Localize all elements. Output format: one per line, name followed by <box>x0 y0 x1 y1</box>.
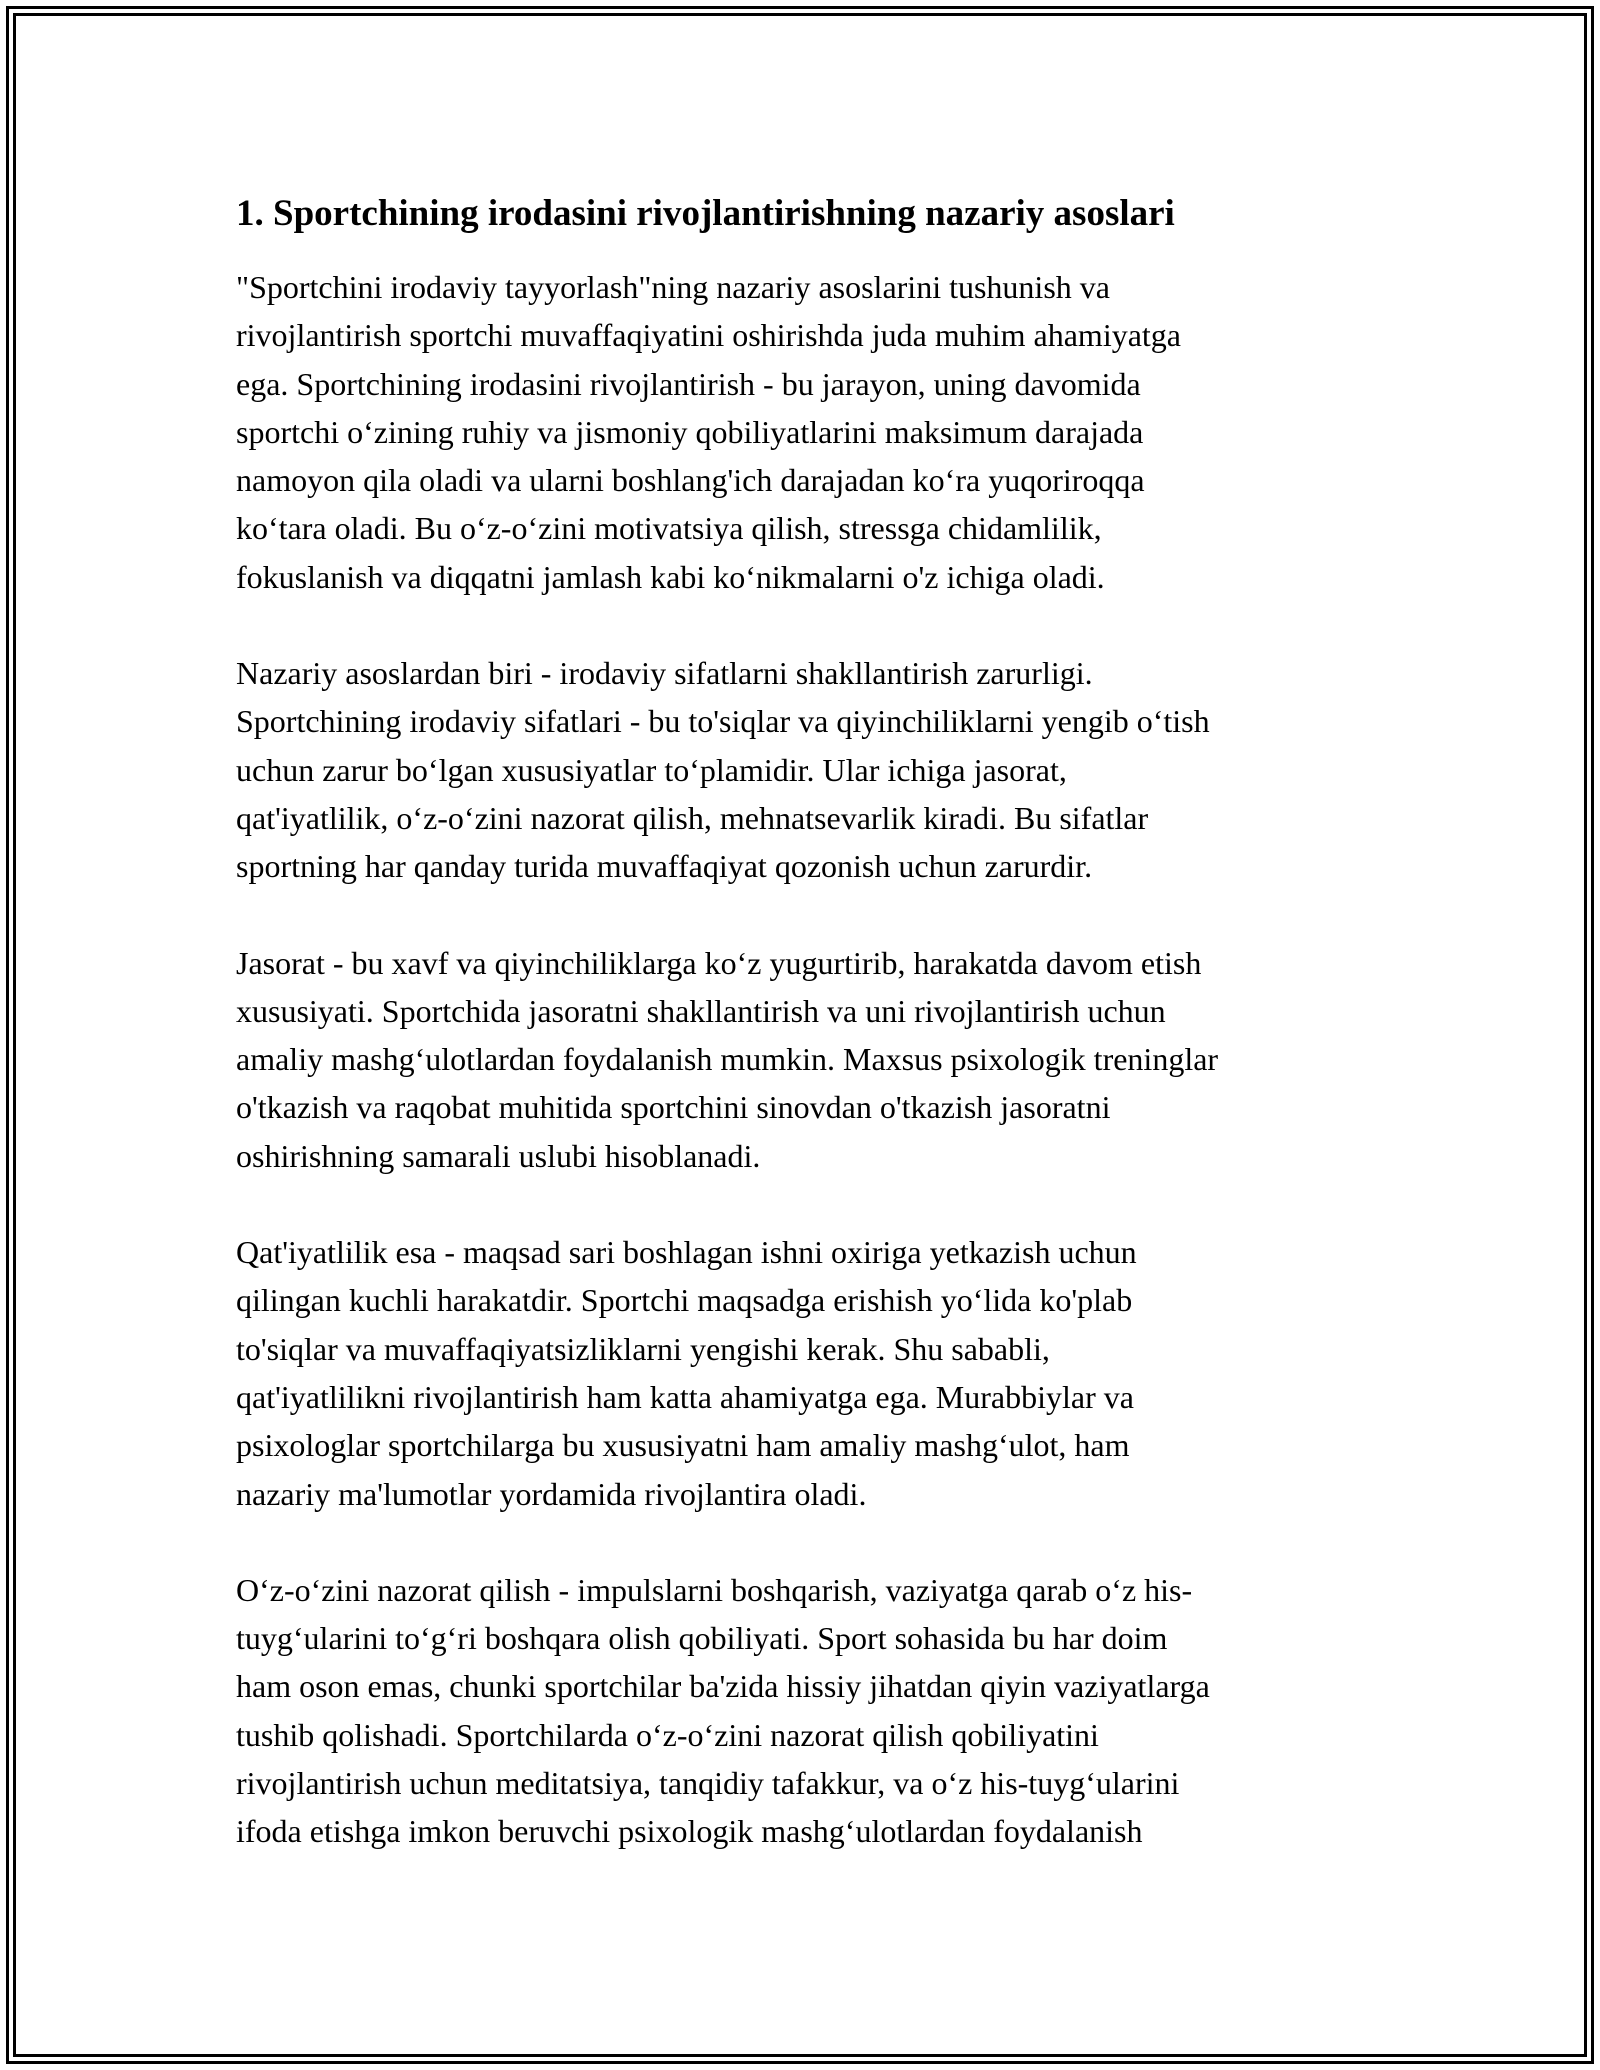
paragraph-line: qat'iyatlilikni rivojlantirish ham katta ahamiyatga ega. Murabbiylar va <box>236 1378 1134 1415</box>
paragraph-line: Qat'iyatlilik esa - maqsad sari boshlagan ishni oxiriga yetkazish uchun <box>236 1234 1137 1271</box>
paragraph-line: amaliy mashg‘ulotlardan foydalanish mumkin. Maxsus psixologik treninglar <box>236 1041 1219 1078</box>
paragraph-line: ifoda etishga imkon beruvchi psixologik mashg‘ulotlardan foydalanish <box>236 1813 1143 1850</box>
paragraph-line: fokuslanish va diqqatni jamlash kabi ko‘nikmalarni o'z ichiga oladi. <box>236 558 1105 595</box>
paragraph-line: o'tkazish va raqobat muhitida sportchini sinovdan o'tkazish jasoratni <box>236 1089 1111 1126</box>
paragraph-line: ham oson emas, chunki sportchilar ba'zida hissiy jihatdan qiyin vaziyatlarga <box>236 1668 1210 1705</box>
paragraph-line: tuyg‘ularini to‘g‘ri boshqara olish qobiliyati. Sport sohasida bu har doim <box>236 1620 1168 1657</box>
paragraph-line: sportchi o‘zining ruhiy va jismoniy qobiliyatlarini maksimum darajada <box>236 413 1144 450</box>
paragraph-line: sportning har qanday turida muvaffaqiyat qozonish uchun zarurdir. <box>236 848 1093 885</box>
paragraph-line: rivojlantirish sportchi muvaffaqiyatini oshirishda juda muhim ahamiyatga <box>236 317 1181 354</box>
paragraph-line: psixologlar sportchilarga bu xususiyatni ham amaliy mashg‘ulot, ham <box>236 1427 1130 1464</box>
paragraph-line: oshirishning samarali uslubi hisoblanadi. <box>236 1137 761 1174</box>
paragraph-line: qat'iyatlilik, o‘z-o‘zini nazorat qilish, mehnatsevarlik kiradi. Bu sifatlar <box>236 799 1149 836</box>
paragraph-volitional-qualities <box>236 649 1386 890</box>
paragraph-line: rivojlantirish uchun meditatsiya, tanqidiy tafakkur, va o‘z his-tuyg‘ularini <box>236 1765 1180 1802</box>
paragraph-line: "Sportchini irodaviy tayyorlash"ning nazariy asoslarini tushunish va <box>236 269 1110 305</box>
paragraph-line: Jasorat - bu xavf va qiyinchiliklarga ko‘z yugurtirib, harakatda davom etish <box>236 944 1202 981</box>
paragraph-line: qilingan kuchli harakatdir. Sportchi maqsadga erishish yo‘lida ko'plab <box>236 1282 1133 1319</box>
paragraph-line: nazariy ma'lumotlar yordamida rivojlantira oladi. <box>236 1475 867 1512</box>
paragraph-line: uchun zarur bo‘lgan xususiyatlar to‘plamidir. Ular ichiga jasorat, <box>236 751 1067 788</box>
paragraph-intro <box>236 263 1386 601</box>
paragraph-line: namoyon qila oladi va ularni boshlang'ich darajadan ko‘ra yuqoriroqqa <box>236 462 1145 499</box>
paragraph-line: xususiyati. Sportchida jasoratni shakllantirish va uni rivojlantirish uchun <box>236 992 1166 1029</box>
paragraph-line: Sportchining irodaviy sifatlari - bu to'siqlar va qiyinchiliklarni yengib o‘tish <box>236 703 1210 740</box>
paragraph-line: tushib qolishadi. Sportchilarda o‘z-o‘zini nazorat qilish qobiliyatini <box>236 1716 1099 1753</box>
paragraph-self-control <box>236 1566 1386 1856</box>
paragraph-line: Nazariy asoslardan biri - irodaviy sifatlarni shakllantirish zarurligi. <box>236 655 1093 692</box>
section-heading: 1. Sportchining irodasini rivojlantirishning nazariy asoslari <box>236 193 1175 234</box>
paragraph-line: ko‘tara oladi. Bu o‘z-o‘zini motivatsiya qilish, stressga chidamlilik, <box>236 510 1102 547</box>
paragraph-line: O‘z-o‘zini nazorat qilish - impulslarni boshqarish, vaziyatga qarab o‘z his- <box>236 1571 1193 1608</box>
paragraph-courage <box>236 939 1386 1180</box>
paragraph-determination <box>236 1228 1386 1518</box>
paragraph-line: ega. Sportchining irodasini rivojlantirish - bu jarayon, uning davomida <box>236 365 1141 402</box>
paragraph-line: to'siqlar va muvaffaqiyatsizliklarni yengishi kerak. Shu sababli, <box>236 1330 1050 1367</box>
document-body <box>236 186 1386 1856</box>
